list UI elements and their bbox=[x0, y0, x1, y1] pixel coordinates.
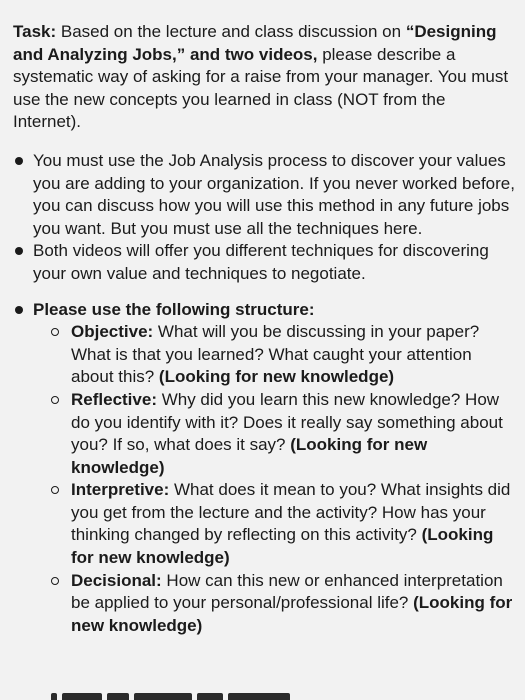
requirements-list bbox=[13, 150, 515, 286]
subitem-text: What will you be discussing in your paper? What is that you learned? What caught your attention about this? bbox=[71, 322, 480, 387]
subitem-text: Why did you learn this new knowledge? How do you identify with it? Does it really say something about you? If so, what does it say? bbox=[71, 389, 503, 455]
task-label: Task: bbox=[13, 22, 57, 41]
bullet-dot-icon bbox=[15, 247, 23, 255]
subitem-note: (Looking for new knowledge) bbox=[158, 367, 395, 387]
requirement-item bbox=[13, 150, 515, 240]
structure-item bbox=[13, 299, 515, 638]
hollow-bullet-icon bbox=[51, 486, 59, 494]
task-body: please describe a systematic way of asking for a raise from your manager. You must use the new concepts you learned in class (NOT from the Internet). bbox=[13, 44, 509, 132]
assignment-document bbox=[13, 21, 515, 637]
task-text bbox=[13, 21, 515, 134]
hollow-bullet-icon bbox=[51, 328, 59, 336]
requirement-text: You must use the Job Analysis process to discover your values you are adding to your organization. If you never worked before, you can discuss how you will use this method in any future jobs you want. But you must use all the techniques here. bbox=[33, 150, 515, 238]
task-topic: “Designing and Analyzing Jobs,” and two videos, bbox=[13, 22, 497, 64]
subitem-text: How can this new or enhanced interpretation be applied to your personal/professional life? bbox=[71, 570, 503, 613]
requirement-item bbox=[13, 240, 515, 285]
spacer bbox=[13, 134, 515, 150]
task-paragraph bbox=[13, 21, 515, 134]
bullet-dot-icon bbox=[15, 306, 23, 314]
structure-sublist bbox=[33, 321, 515, 637]
subitem-note: (Looking for new knowledge) bbox=[71, 435, 428, 477]
subitem-note: (Looking for new knowledge) bbox=[71, 525, 494, 568]
spacer bbox=[13, 286, 515, 299]
structure-heading: Please use the following structure: bbox=[33, 299, 315, 319]
subitem-label: Interpretive: bbox=[71, 480, 170, 500]
structure-subitem-objective bbox=[33, 321, 515, 389]
hollow-bullet-icon bbox=[51, 396, 59, 404]
hollow-bullet-icon bbox=[51, 577, 59, 585]
subitem-label: Decisional: bbox=[71, 570, 162, 590]
cut-off-next-line bbox=[0, 691, 525, 700]
subitem-label: Reflective: bbox=[71, 389, 157, 409]
requirement-text: Both videos will offer you different techniques for discovering your own value and techniques to negotiate. bbox=[33, 241, 489, 283]
structure-subitem-decisional bbox=[33, 570, 515, 638]
bullet-dot-icon bbox=[15, 157, 23, 165]
structure-subitem-interpretive bbox=[33, 479, 515, 569]
subitem-note: (Looking for new knowledge) bbox=[71, 593, 513, 635]
truncated-text-fragment bbox=[51, 693, 451, 700]
structure-list bbox=[13, 299, 515, 638]
structure-subitem-reflective bbox=[33, 389, 515, 479]
subitem-text: What does it mean to you? What insights did you get from the lecture and the activity? How has your thinking changed by reflecting on this activity? bbox=[71, 480, 511, 545]
subitem-label: Objective: bbox=[71, 322, 154, 342]
task-intro: Based on the lecture and class discussion on bbox=[56, 22, 406, 41]
